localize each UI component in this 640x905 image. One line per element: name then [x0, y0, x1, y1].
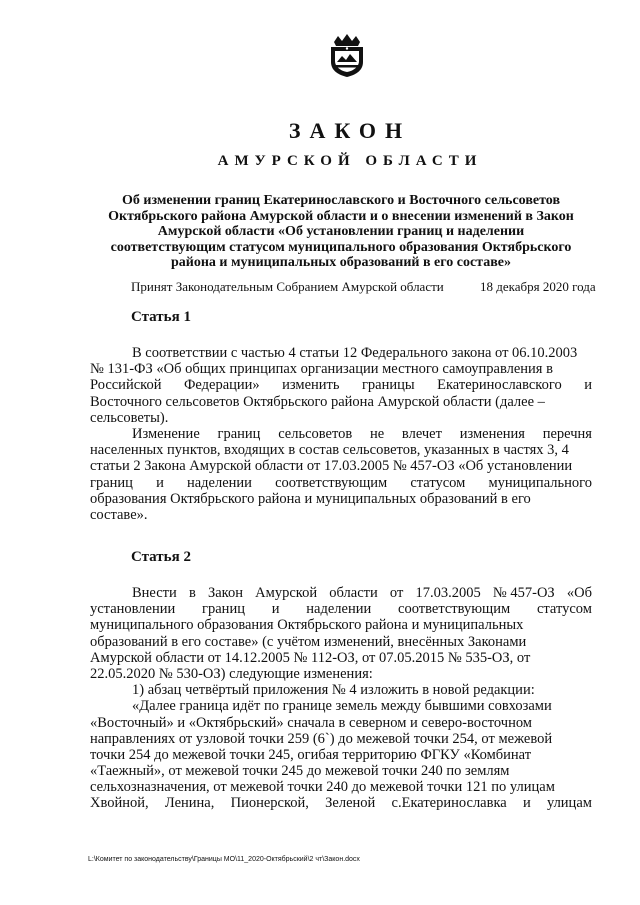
text-line [90, 715, 592, 731]
document-title: ЗАКОН [288, 118, 412, 143]
text-run: 22.05.2020 № 530-ОЗ) следующие изменения: [90, 665, 373, 682]
text-run: границ [202, 601, 245, 618]
law-title-line: Октябрьского района Амурской области и о внесении изменений в Закон [108, 208, 574, 224]
text-line [90, 650, 592, 666]
text-run: 1) абзац четвёртый приложения № 4 изложить в новой редакции: [132, 682, 535, 699]
article-1-body [90, 345, 592, 523]
article-2-heading: Статья 2 [131, 549, 191, 565]
text-run: образования Октябрьского района и муниципальных образований в его [90, 490, 531, 507]
text-line [90, 795, 592, 811]
text-run: сельхозназначения, от межевой точки 240 до межевой точки 121 по улицам [90, 779, 555, 796]
text-run: перечня [542, 425, 592, 442]
text-run: статусом [410, 474, 466, 491]
text-run: Зеленой [325, 795, 376, 812]
text-run: направлениях от узловой точки 259 (6`) до межевой точки 254, от межевой [90, 730, 553, 747]
text-line [90, 491, 592, 507]
text-line [90, 507, 592, 523]
text-run: границ [217, 425, 261, 442]
text-run: не [369, 425, 385, 442]
file-path-footer: L:\Комитет по законодательству\Границы МО\11_2020-Октябрьский\2 чт\Закон.docx [88, 856, 360, 863]
adoption-date: 18 декабря 2020 года [480, 279, 596, 294]
text-run: соответствующим [398, 601, 511, 618]
text-run: муниципального [488, 474, 592, 491]
document-subtitle: АМУРСКОЙ ОБЛАСТИ [217, 153, 483, 169]
text-run: Амурской области от 14.12.2005 № 112-ОЗ, от 07.05.2015 № 535-ОЗ, от [90, 649, 531, 666]
text-run: муниципального образования Октябрьского района и муниципальных [90, 617, 524, 634]
text-line [90, 666, 592, 682]
law-title-line: Об изменении границ Екатеринославского и Восточного сельсоветов [121, 193, 561, 208]
text-run: Закон [207, 585, 243, 601]
text-run: В соответствии с частью 4 статьи 12 Федерального закона от 06.10.2003 [132, 345, 578, 361]
text-run: с.Екатеринославка [391, 795, 507, 812]
text-line [90, 731, 592, 747]
text-run: статьи 2 Закона Амурской области от 17.03.2005 № 457-ОЗ «Об установлении [90, 458, 573, 475]
text-line [90, 345, 592, 361]
text-line [90, 634, 592, 650]
text-run: Пионерской, [230, 795, 309, 812]
text-run: Екатеринославского [437, 377, 562, 394]
text-line [90, 442, 592, 458]
text-run: точки 254 до межевой точки 245, огибая территорию ФГКУ «Комбинат [90, 746, 532, 763]
text-line [90, 377, 592, 393]
text-run: сельсоветы). [90, 409, 169, 426]
text-run: и [522, 795, 531, 812]
text-line [90, 763, 592, 779]
text-run: Федерации» [183, 377, 260, 394]
adoption-statement: Принят Законодательным Собранием Амурской области [131, 279, 444, 294]
text-run: Внести [132, 585, 177, 601]
text-run: улицам [546, 795, 592, 812]
text-run: сельсоветов [278, 425, 353, 442]
law-title-line: района и муниципальных образований в его составе» [170, 255, 511, 270]
text-run: Амурской [255, 585, 318, 601]
text-run: области [329, 585, 378, 601]
text-line [90, 361, 592, 377]
text-line [90, 601, 592, 617]
text-run: «Таежный», от межевой точки 245 до межевой точки 240 по землям [90, 763, 510, 780]
text-line [90, 426, 592, 442]
text-run: «Восточный» и «Октябрьский» сначала в северном и северо-восточном [90, 714, 532, 731]
text-line [90, 779, 592, 795]
text-run: № 131-ФЗ «Об общих принципах организации местного самоуправления в [90, 361, 553, 378]
text-run: «Об [566, 585, 592, 601]
text-line [90, 394, 592, 410]
text-run: Восточного сельсоветов Октябрьского района Амурской области (далее – [90, 393, 545, 410]
text-line [90, 410, 592, 426]
text-run: соответствующим [275, 474, 388, 491]
text-run: статусом [536, 601, 592, 618]
text-line [90, 698, 592, 714]
text-run: границы [361, 377, 415, 394]
text-run: 17.03.2005 [415, 585, 481, 601]
text-run: влечет [401, 425, 442, 442]
text-run: составе». [90, 506, 148, 523]
text-run: № 457-ОЗ [492, 585, 555, 601]
text-run: наделении [186, 474, 252, 491]
text-run: Изменение [132, 425, 200, 442]
text-line [90, 585, 592, 601]
text-line [90, 617, 592, 633]
text-run: от [389, 585, 404, 601]
text-line [90, 682, 592, 698]
text-run: изменить [282, 377, 340, 394]
text-line [90, 747, 592, 763]
article-2-body [90, 585, 592, 812]
text-line [90, 475, 592, 491]
text-run: наделении [306, 601, 372, 618]
law-title-line: Амурской области «Об установлении границ и наделении [157, 224, 525, 239]
text-run: образований в его составе» (с учётом изменений, внесённых Законами [90, 633, 527, 650]
article-1-heading: Статья 1 [131, 309, 191, 325]
text-run: и [156, 474, 164, 491]
text-run: населенных пунктов, входящих в состав сельсоветов, указанных в частях 3, 4 [90, 442, 569, 459]
text-run: Хвойной, [90, 795, 149, 812]
text-run: установлении [90, 601, 176, 618]
text-run: и [271, 601, 280, 618]
text-run: Российской [90, 377, 162, 394]
law-title-line: соответствующим статусом муниципального образования Октябрьского [110, 239, 572, 255]
text-run: в [188, 585, 196, 601]
text-run: Ленина, [164, 795, 215, 812]
law-title [90, 193, 592, 271]
text-run: изменения [459, 425, 525, 442]
text-run: «Далее граница идёт по границе земель между бывшими совхозами [132, 698, 552, 715]
text-line [90, 458, 592, 474]
text-run: и [584, 377, 592, 394]
text-run: границ [90, 474, 133, 491]
coat-of-arms-icon [326, 32, 368, 78]
